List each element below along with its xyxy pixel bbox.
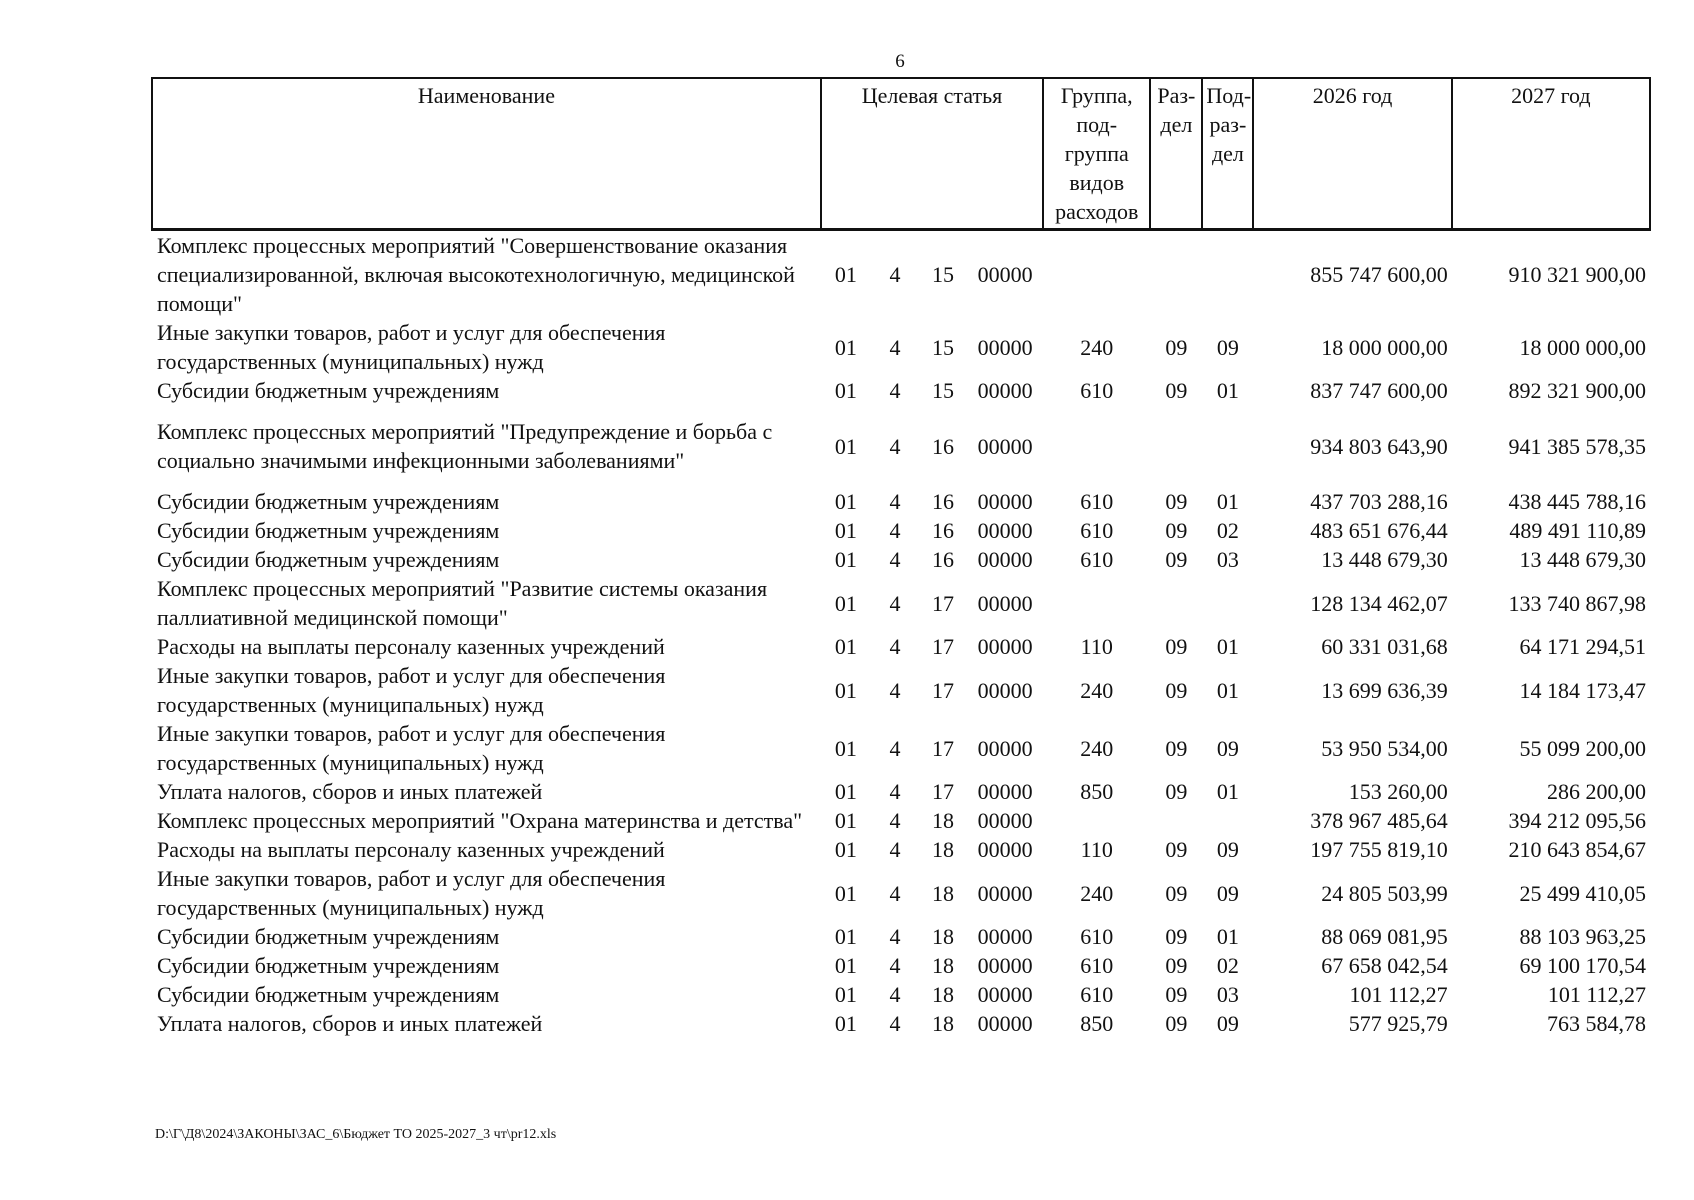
amount-2027: 286 200,00 bbox=[1547, 779, 1646, 804]
section: 09 bbox=[1165, 677, 1188, 703]
subsection: 09 bbox=[1216, 1011, 1239, 1036]
table-row bbox=[152, 405, 1650, 475]
expense-group bbox=[1043, 806, 1150, 835]
header-subsection: Под-раз-дел bbox=[1202, 78, 1253, 230]
code-part-1: 01 bbox=[834, 1011, 857, 1036]
expense-group: 850 bbox=[1080, 1011, 1114, 1036]
code-part-1: 01 bbox=[834, 982, 857, 1007]
expense-group: 610 bbox=[1080, 518, 1114, 543]
subsection: 09 bbox=[1216, 735, 1239, 761]
table-row bbox=[152, 632, 1650, 661]
section bbox=[1150, 574, 1202, 632]
code-part-4: 00000 bbox=[977, 590, 1033, 616]
expense-group bbox=[1043, 574, 1150, 632]
amount-2026: 577 925,79 bbox=[1348, 1011, 1448, 1036]
section: 09 bbox=[1165, 880, 1188, 906]
row-name: Комплекс процессных мероприятий "Совершенствование оказания специализированной, включая высокотехнологичную, медицинской помощи" bbox=[157, 233, 795, 316]
amount-2026: 153 260,00 bbox=[1348, 779, 1448, 804]
table-row bbox=[152, 545, 1650, 574]
section: 09 bbox=[1165, 518, 1188, 543]
subsection: 01 bbox=[1216, 924, 1239, 949]
code-part-3: 15 bbox=[932, 378, 955, 403]
code-part-1: 01 bbox=[834, 518, 857, 543]
code-part-2: 4 bbox=[889, 590, 901, 616]
section bbox=[1150, 230, 1202, 319]
row-name: Субсидии бюджетным учреждениям bbox=[157, 982, 500, 1007]
expense-group: 240 bbox=[1080, 334, 1114, 360]
amount-2027: 892 321 900,00 bbox=[1508, 378, 1646, 403]
code-part-3: 15 bbox=[932, 262, 955, 287]
amount-2027: 101 112,27 bbox=[1547, 982, 1646, 1007]
expense-group: 610 bbox=[1080, 378, 1114, 403]
table-row bbox=[152, 806, 1650, 835]
code-part-3: 16 bbox=[932, 433, 955, 459]
code-part-1: 01 bbox=[834, 433, 857, 459]
expense-group: 610 bbox=[1080, 953, 1114, 978]
code-part-4: 00000 bbox=[977, 837, 1033, 862]
code-part-1: 01 bbox=[834, 677, 857, 703]
amount-2027: 64 171 294,51 bbox=[1519, 634, 1646, 659]
amount-2027: 489 491 110,89 bbox=[1509, 518, 1646, 543]
code-part-2: 4 bbox=[889, 808, 901, 833]
expense-group: 240 bbox=[1080, 735, 1114, 761]
code-part-3: 18 bbox=[932, 837, 955, 862]
amount-2026: 13 448 679,30 bbox=[1321, 547, 1448, 572]
amount-2026: 67 658 042,54 bbox=[1321, 953, 1448, 978]
code-part-4: 00000 bbox=[977, 1011, 1033, 1036]
subsection: 01 bbox=[1216, 677, 1239, 703]
code-part-2: 4 bbox=[889, 735, 901, 761]
row-name: Иные закупки товаров, работ и услуг для обеспечения государственных (муниципальных) нужд bbox=[157, 320, 666, 374]
section: 09 bbox=[1165, 378, 1188, 403]
code-part-3: 17 bbox=[932, 634, 955, 659]
code-part-2: 4 bbox=[889, 953, 901, 978]
code-part-2: 4 bbox=[889, 779, 901, 804]
code-part-1: 01 bbox=[834, 837, 857, 862]
code-part-2: 4 bbox=[889, 982, 901, 1007]
amount-2026: 837 747 600,00 bbox=[1310, 378, 1448, 403]
row-name: Субсидии бюджетным учреждениям bbox=[157, 489, 500, 514]
header-2026: 2026 год bbox=[1253, 78, 1451, 230]
row-name: Субсидии бюджетным учреждениям bbox=[157, 953, 500, 978]
code-part-2: 4 bbox=[889, 1011, 901, 1036]
subsection bbox=[1202, 806, 1253, 835]
row-name: Комплекс процессных мероприятий "Охрана материнства и детства" bbox=[157, 808, 803, 833]
table-row bbox=[152, 574, 1650, 632]
row-name: Уплата налогов, сборов и иных платежей bbox=[157, 779, 543, 804]
table-row bbox=[152, 980, 1650, 1009]
code-part-4: 00000 bbox=[977, 334, 1033, 360]
section bbox=[1150, 405, 1202, 475]
code-part-3: 16 bbox=[932, 547, 955, 572]
table-row bbox=[152, 318, 1650, 376]
table-row bbox=[152, 922, 1650, 951]
subsection: 01 bbox=[1216, 489, 1239, 514]
amount-2026: 437 703 288,16 bbox=[1310, 489, 1448, 514]
code-part-3: 18 bbox=[932, 953, 955, 978]
amount-2026: 378 967 485,64 bbox=[1310, 808, 1448, 833]
code-part-4: 00000 bbox=[977, 489, 1033, 514]
subsection: 02 bbox=[1216, 953, 1239, 978]
code-part-3: 18 bbox=[932, 808, 955, 833]
code-part-4: 00000 bbox=[977, 262, 1033, 287]
code-part-4: 00000 bbox=[977, 518, 1033, 543]
code-part-4: 00000 bbox=[977, 880, 1033, 906]
table-row bbox=[152, 661, 1650, 719]
code-part-2: 4 bbox=[889, 924, 901, 949]
code-part-1: 01 bbox=[834, 378, 857, 403]
code-part-3: 18 bbox=[932, 982, 955, 1007]
code-part-3: 17 bbox=[932, 590, 955, 616]
code-part-1: 01 bbox=[834, 880, 857, 906]
table-row bbox=[152, 719, 1650, 777]
code-part-3: 16 bbox=[932, 489, 955, 514]
code-part-2: 4 bbox=[889, 378, 901, 403]
amount-2026: 934 803 643,90 bbox=[1310, 433, 1448, 459]
row-name: Субсидии бюджетным учреждениям bbox=[157, 547, 500, 572]
row-name: Расходы на выплаты персоналу казенных учреждений bbox=[157, 837, 665, 862]
row-name: Иные закупки товаров, работ и услуг для обеспечения государственных (муниципальных) нужд bbox=[157, 663, 666, 717]
subsection bbox=[1202, 405, 1253, 475]
code-part-3: 17 bbox=[932, 735, 955, 761]
code-part-3: 16 bbox=[932, 518, 955, 543]
code-part-4: 00000 bbox=[977, 378, 1033, 403]
section: 09 bbox=[1165, 634, 1188, 659]
code-part-1: 01 bbox=[834, 735, 857, 761]
subsection: 09 bbox=[1216, 334, 1239, 360]
code-part-4: 00000 bbox=[977, 677, 1033, 703]
table-row bbox=[152, 230, 1650, 319]
row-name: Комплекс процессных мероприятий "Развитие системы оказания паллиативной медицинской помощи" bbox=[157, 576, 768, 630]
expense-group: 610 bbox=[1080, 547, 1114, 572]
amount-2026: 53 950 534,00 bbox=[1321, 735, 1448, 761]
row-name: Иные закупки товаров, работ и услуг для обеспечения государственных (муниципальных) нужд bbox=[157, 866, 666, 920]
row-name: Субсидии бюджетным учреждениям bbox=[157, 924, 500, 949]
code-part-4: 00000 bbox=[977, 924, 1033, 949]
subsection: 09 bbox=[1216, 837, 1239, 862]
amount-2026: 197 755 819,10 bbox=[1310, 837, 1448, 862]
file-path: D:\Г\Д8\2024\ЗАКОНЫ\ЗАС_6\Бюджет ТО 2025-2027_3 чт\pr12.xls bbox=[155, 1127, 557, 1142]
budget-table bbox=[151, 77, 1651, 1038]
amount-2027: 69 100 170,54 bbox=[1519, 953, 1646, 978]
row-name: Субсидии бюджетным учреждениям bbox=[157, 378, 500, 403]
amount-2027: 13 448 679,30 bbox=[1519, 547, 1646, 572]
subsection: 01 bbox=[1216, 779, 1239, 804]
header-target: Целевая статья bbox=[821, 78, 1043, 230]
table-row bbox=[152, 376, 1650, 405]
table-row bbox=[152, 777, 1650, 806]
code-part-4: 00000 bbox=[977, 547, 1033, 572]
amount-2027: 14 184 173,47 bbox=[1519, 677, 1646, 703]
code-part-3: 17 bbox=[932, 677, 955, 703]
page-number: 6 bbox=[895, 51, 905, 72]
code-part-4: 00000 bbox=[977, 779, 1033, 804]
section bbox=[1150, 806, 1202, 835]
code-part-3: 18 bbox=[932, 880, 955, 906]
section: 09 bbox=[1165, 735, 1188, 761]
row-name: Иные закупки товаров, работ и услуг для обеспечения государственных (муниципальных) нужд bbox=[157, 721, 666, 775]
subsection: 02 bbox=[1216, 518, 1239, 543]
code-part-3: 15 bbox=[932, 334, 955, 360]
header-name: Наименование bbox=[152, 78, 821, 230]
subsection bbox=[1202, 574, 1253, 632]
subsection: 03 bbox=[1216, 547, 1239, 572]
row-name: Уплата налогов, сборов и иных платежей bbox=[157, 1011, 543, 1036]
section: 09 bbox=[1165, 1011, 1188, 1036]
code-part-1: 01 bbox=[834, 634, 857, 659]
amount-2027: 394 212 095,56 bbox=[1508, 808, 1646, 833]
subsection: 09 bbox=[1216, 880, 1239, 906]
code-part-2: 4 bbox=[889, 677, 901, 703]
code-part-1: 01 bbox=[834, 808, 857, 833]
code-part-2: 4 bbox=[889, 547, 901, 572]
amount-2027: 25 499 410,05 bbox=[1519, 880, 1646, 906]
code-part-2: 4 bbox=[889, 837, 901, 862]
subsection: 01 bbox=[1216, 634, 1239, 659]
code-part-4: 00000 bbox=[977, 433, 1033, 459]
table-row bbox=[152, 864, 1650, 922]
expense-group: 850 bbox=[1080, 779, 1114, 804]
code-part-3: 18 bbox=[932, 924, 955, 949]
header-section: Раз-дел bbox=[1150, 78, 1202, 230]
expense-group bbox=[1043, 230, 1150, 319]
code-part-1: 01 bbox=[834, 924, 857, 949]
expense-group: 240 bbox=[1080, 677, 1114, 703]
header-2027: 2027 год bbox=[1452, 78, 1650, 230]
code-part-1: 01 bbox=[834, 547, 857, 572]
section: 09 bbox=[1165, 837, 1188, 862]
table-row bbox=[152, 951, 1650, 980]
amount-2026: 60 331 031,68 bbox=[1321, 634, 1448, 659]
expense-group: 610 bbox=[1080, 489, 1114, 514]
amount-2026: 24 805 503,99 bbox=[1321, 880, 1448, 906]
code-part-2: 4 bbox=[889, 880, 901, 906]
code-part-4: 00000 bbox=[977, 634, 1033, 659]
code-part-4: 00000 bbox=[977, 735, 1033, 761]
amount-2026: 88 069 081,95 bbox=[1321, 924, 1448, 949]
code-part-1: 01 bbox=[834, 590, 857, 616]
table-row bbox=[152, 835, 1650, 864]
code-part-3: 17 bbox=[932, 779, 955, 804]
amount-2027: 133 740 867,98 bbox=[1508, 590, 1646, 616]
expense-group: 240 bbox=[1080, 880, 1114, 906]
amount-2027: 55 099 200,00 bbox=[1519, 735, 1646, 761]
expense-group: 110 bbox=[1080, 634, 1113, 659]
amount-2027: 910 321 900,00 bbox=[1508, 262, 1646, 287]
code-part-2: 4 bbox=[889, 334, 901, 360]
subsection bbox=[1202, 230, 1253, 319]
table-row bbox=[152, 475, 1650, 516]
code-part-1: 01 bbox=[834, 489, 857, 514]
code-part-1: 01 bbox=[834, 953, 857, 978]
expense-group: 110 bbox=[1080, 837, 1113, 862]
section: 09 bbox=[1165, 779, 1188, 804]
code-part-2: 4 bbox=[889, 634, 901, 659]
subsection: 03 bbox=[1216, 982, 1239, 1007]
code-part-3: 18 bbox=[932, 1011, 955, 1036]
amount-2027: 763 584,78 bbox=[1547, 1011, 1646, 1036]
code-part-1: 01 bbox=[834, 779, 857, 804]
code-part-4: 00000 bbox=[977, 808, 1033, 833]
section: 09 bbox=[1165, 547, 1188, 572]
amount-2026: 101 112,27 bbox=[1349, 982, 1448, 1007]
amount-2027: 941 385 578,35 bbox=[1508, 433, 1646, 459]
section: 09 bbox=[1165, 924, 1188, 949]
row-name: Расходы на выплаты персоналу казенных учреждений bbox=[157, 634, 665, 659]
code-part-4: 00000 bbox=[977, 953, 1033, 978]
section: 09 bbox=[1165, 489, 1188, 514]
amount-2027: 18 000 000,00 bbox=[1519, 334, 1646, 360]
amount-2026: 13 699 636,39 bbox=[1321, 677, 1448, 703]
amount-2027: 88 103 963,25 bbox=[1519, 924, 1646, 949]
table-row bbox=[152, 1009, 1650, 1038]
expense-group: 610 bbox=[1080, 924, 1114, 949]
row-name: Комплекс процессных мероприятий "Предупреждение и борьба с социально значимыми инфекционными заболеваниями" bbox=[157, 419, 773, 473]
amount-2027: 438 445 788,16 bbox=[1508, 489, 1646, 514]
code-part-4: 00000 bbox=[977, 982, 1033, 1007]
table-row bbox=[152, 516, 1650, 545]
code-part-2: 4 bbox=[889, 518, 901, 543]
amount-2026: 18 000 000,00 bbox=[1321, 334, 1448, 360]
code-part-2: 4 bbox=[889, 262, 901, 287]
section: 09 bbox=[1165, 334, 1188, 360]
code-part-2: 4 bbox=[889, 433, 901, 459]
expense-group: 610 bbox=[1080, 982, 1114, 1007]
row-name: Субсидии бюджетным учреждениям bbox=[157, 518, 500, 543]
header-group: Группа, под-группа видов расходов bbox=[1043, 78, 1150, 230]
code-part-2: 4 bbox=[889, 489, 901, 514]
table-body bbox=[152, 230, 1650, 1039]
section: 09 bbox=[1165, 982, 1188, 1007]
amount-2027: 210 643 854,67 bbox=[1508, 837, 1646, 862]
header-row bbox=[152, 78, 1650, 230]
subsection: 01 bbox=[1216, 378, 1239, 403]
code-part-1: 01 bbox=[834, 262, 857, 287]
amount-2026: 128 134 462,07 bbox=[1310, 590, 1448, 616]
amount-2026: 855 747 600,00 bbox=[1310, 262, 1448, 287]
expense-group bbox=[1043, 405, 1150, 475]
section: 09 bbox=[1165, 953, 1188, 978]
amount-2026: 483 651 676,44 bbox=[1310, 518, 1448, 543]
code-part-1: 01 bbox=[834, 334, 857, 360]
